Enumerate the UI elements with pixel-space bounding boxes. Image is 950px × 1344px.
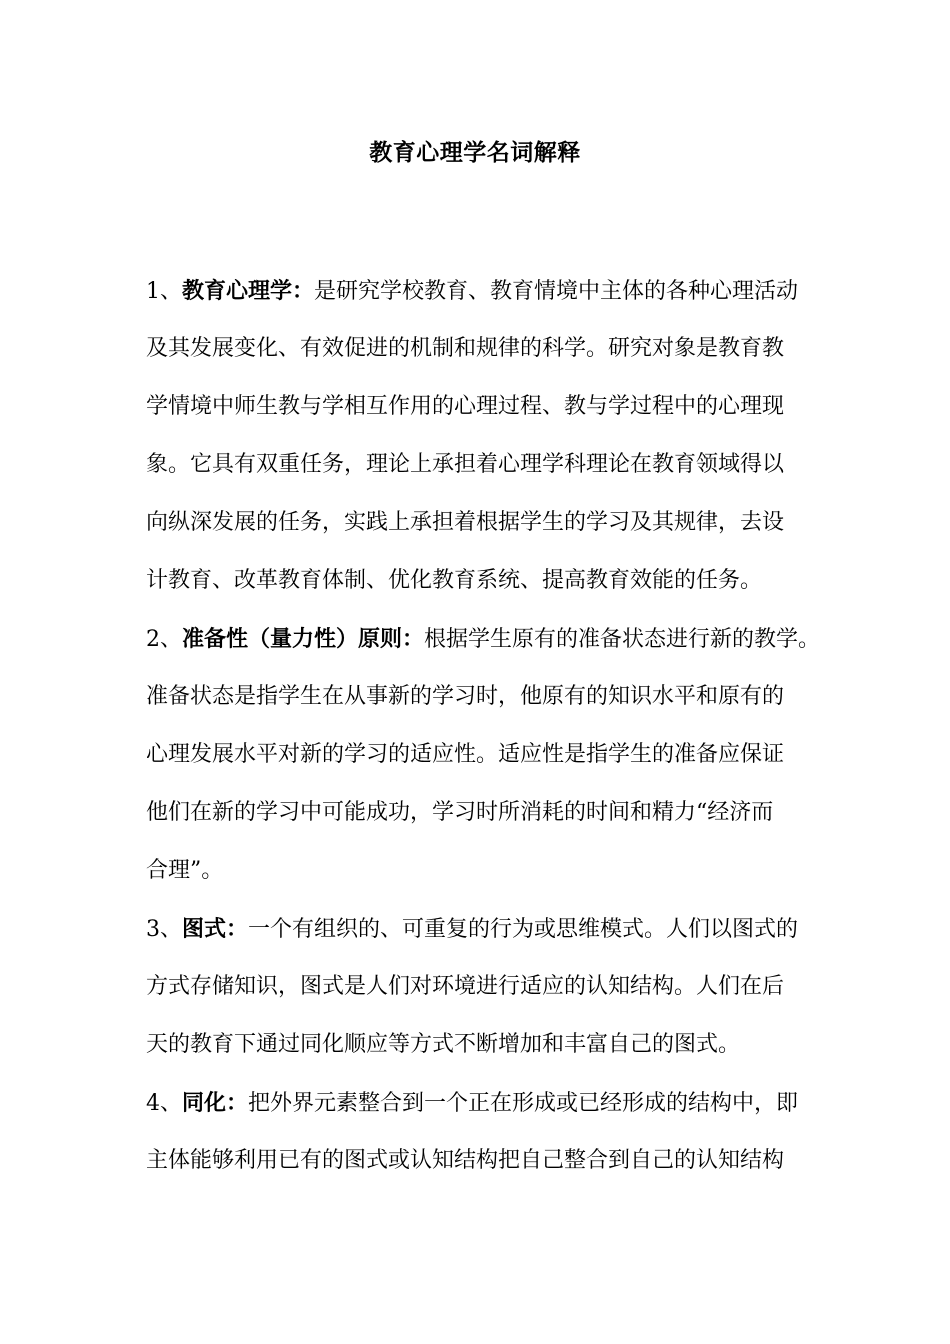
glossary-entries xyxy=(146,273,836,1201)
entry-line: 计教育、改革教育体制、优化教育系统、提高教育效能的任务。 xyxy=(146,568,763,593)
entry-line: 主体能够利用已有的图式或认知结构把自己整合到自己的认知结构 xyxy=(146,1148,785,1173)
entry-line: 象。它具有双重任务，理论上承担着心理学科理论在教育领域得以 xyxy=(146,452,785,477)
entry-term: 同化： xyxy=(182,1090,249,1116)
document-title: 教育心理学名词解释 xyxy=(369,139,581,166)
entry-term: 准备性（量力性）原则： xyxy=(182,626,425,652)
glossary-entry-1 xyxy=(146,273,836,621)
entry-number: 4、 xyxy=(146,1091,182,1116)
entry-text: 一个有组织的、可重复的行为或思维模式。人们以图式的 xyxy=(248,917,799,942)
entry-line: 向纵深发展的任务，实践上承担着根据学生的学习及其规律，去设 xyxy=(146,510,785,535)
glossary-entry-2 xyxy=(146,621,836,911)
glossary-entry-3 xyxy=(146,911,836,1085)
entry-number: 1、 xyxy=(146,279,182,304)
entry-line xyxy=(146,1085,836,1143)
entry-line: 心理发展水平对新的学习的适应性。适应性是指学生的准备应保证 xyxy=(146,742,785,767)
entry-line: 学情境中师生教与学相互作用的心理过程、教与学过程中的心理现 xyxy=(146,394,785,419)
entry-line: 及其发展变化、有效促进的机制和规律的科学。研究对象是教育教 xyxy=(146,336,785,361)
entry-line: 合理”。 xyxy=(146,858,224,883)
entry-line xyxy=(146,621,836,679)
entry-line xyxy=(146,911,836,969)
entry-text: 根据学生原有的准备状态进行新的教学。 xyxy=(424,627,821,652)
entry-text: 把外界元素整合到一个正在形成或已经形成的结构中，即 xyxy=(248,1091,799,1116)
entry-line: 他们在新的学习中可能成功，学习时所消耗的时间和精力“经济而 xyxy=(146,800,774,825)
entry-term: 图式： xyxy=(182,916,249,942)
entry-line: 准备状态是指学生在从事新的学习时，他原有的知识水平和原有的 xyxy=(146,684,785,709)
entry-term: 教育心理学： xyxy=(182,278,315,304)
entry-line: 方式存储知识，图式是人们对环境进行适应的认知结构。人们在后 xyxy=(146,974,785,999)
entry-number: 3、 xyxy=(146,917,182,942)
entry-number: 2、 xyxy=(146,627,182,652)
entry-text: 是研究学校教育、教育情境中主体的各种心理活动 xyxy=(314,279,799,304)
glossary-entry-4 xyxy=(146,1085,836,1201)
entry-line xyxy=(146,273,836,331)
entry-line: 天的教育下通过同化顺应等方式不断增加和丰富自己的图式。 xyxy=(146,1032,741,1057)
